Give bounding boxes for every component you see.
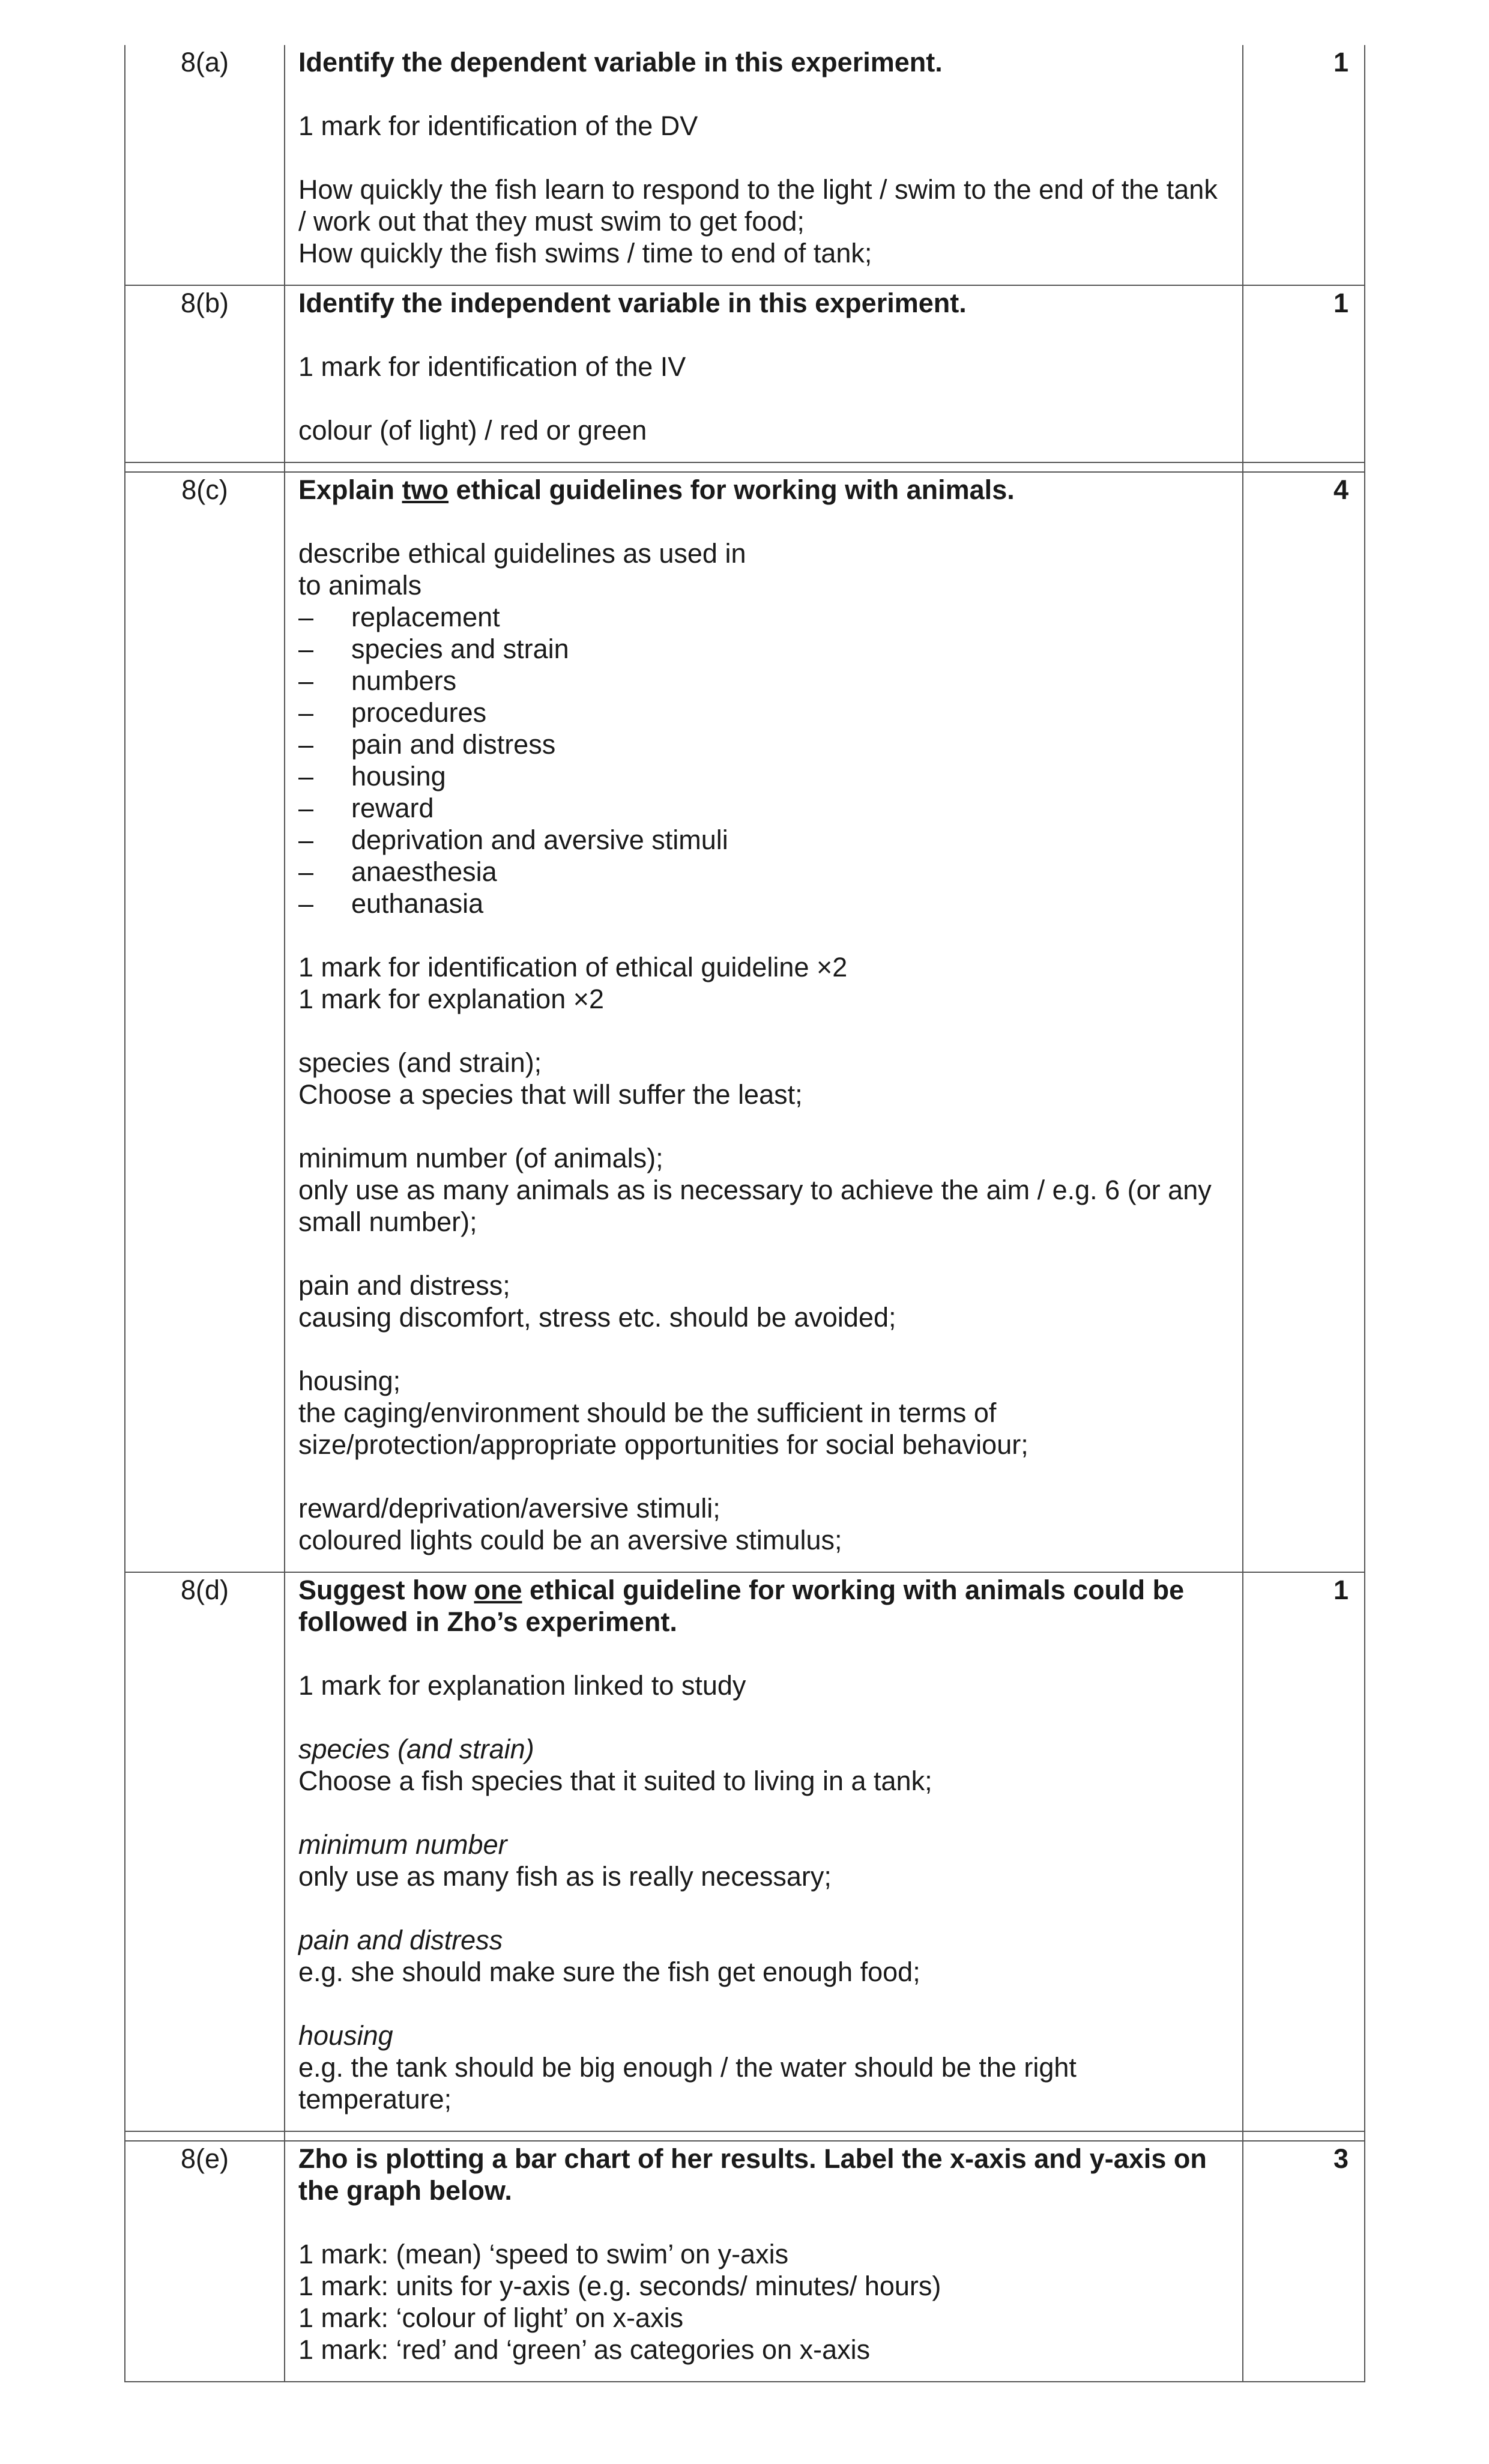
row-separator bbox=[125, 2131, 1365, 2141]
point-body: causing discomfort, stress etc. should be avoided; bbox=[298, 1302, 896, 1333]
point-body: only use as many animals as is necessary to achieve the aim / e.g. 6 (or any small number); bbox=[298, 1175, 1212, 1237]
question-text-start: Suggest how bbox=[298, 1575, 474, 1605]
point-heading: minimum number bbox=[298, 1829, 507, 1860]
answer-cell bbox=[285, 1572, 1243, 2131]
point-heading: species (and strain); bbox=[298, 1047, 542, 1078]
question-text-start: Explain bbox=[298, 474, 402, 505]
list-item: – replacement bbox=[298, 601, 1230, 633]
question-text bbox=[298, 474, 1230, 506]
question-number: 8(a) bbox=[125, 45, 285, 285]
marks-value: 4 bbox=[1243, 472, 1365, 1572]
answer-line: colour (of light) / red or green bbox=[298, 415, 647, 446]
question-emphasis: one bbox=[474, 1575, 522, 1605]
answer-cell bbox=[285, 285, 1243, 462]
marks-value: 3 bbox=[1243, 2141, 1365, 2382]
point-heading: pain and distress; bbox=[298, 1270, 510, 1301]
list-item: – pain and distress bbox=[298, 728, 1230, 760]
point-body: only use as many fish as is really necessary; bbox=[298, 1861, 832, 1892]
list-item: – species and strain bbox=[298, 633, 1230, 665]
answer-line: How quickly the fish swims / time to end of tank; bbox=[298, 238, 872, 268]
point-body: Choose a fish species that it suited to living in a tank; bbox=[298, 1766, 932, 1796]
mark-criteria: 1 mark: (mean) ‘speed to swim’ on y-axis bbox=[298, 2239, 789, 2269]
marks-value: 1 bbox=[1243, 1572, 1365, 2131]
point-body: coloured lights could be an aversive stimulus; bbox=[298, 1525, 842, 1555]
question-text-end: ethical guidelines for working with animals. bbox=[449, 474, 1015, 505]
list-item: – euthanasia bbox=[298, 888, 1230, 919]
answer-line: How quickly the fish learn to respond to the light / swim to the end of the tank / work out that they must swim to get food; bbox=[298, 174, 1218, 237]
answer-cell bbox=[285, 45, 1243, 285]
mark-criteria: 1 mark for identification of the IV bbox=[298, 351, 686, 382]
list-item: – numbers bbox=[298, 665, 1230, 697]
intro-line: to animals bbox=[298, 570, 422, 601]
row-separator bbox=[125, 462, 1365, 472]
mark-criteria: 1 mark for explanation linked to study bbox=[298, 1670, 746, 1701]
point-body: e.g. the tank should be big enough / the water should be the right temperature; bbox=[298, 2052, 1077, 2114]
intro-line: describe ethical guidelines as used in bbox=[298, 538, 746, 569]
question-number: 8(d) bbox=[125, 1572, 285, 2131]
mark-criteria: 1 mark for identification of ethical guideline ×2 bbox=[298, 952, 848, 982]
row-8e bbox=[125, 2141, 1365, 2382]
answer-cell bbox=[285, 2141, 1243, 2382]
point-body: the caging/environment should be the sufficient in terms of size/protection/appropriate opportunities for social behaviour; bbox=[298, 1397, 1028, 1460]
row-8d bbox=[125, 1572, 1365, 2131]
list-item: – reward bbox=[298, 792, 1230, 824]
answer-cell bbox=[285, 472, 1243, 1572]
question-text: Identify the dependent variable in this experiment. bbox=[298, 47, 943, 77]
point-heading: housing bbox=[298, 2020, 393, 2051]
question-text bbox=[298, 1574, 1230, 1638]
mark-scheme-table bbox=[124, 45, 1365, 2382]
marks-value: 1 bbox=[1243, 285, 1365, 462]
question-number: 8(e) bbox=[125, 2141, 285, 2382]
question-text-end: ethical guideline for working with animals could be followed in Zho’s experiment. bbox=[298, 1575, 1185, 1637]
row-8b bbox=[125, 285, 1365, 462]
list-item: – deprivation and aversive stimuli bbox=[298, 824, 1230, 856]
point-heading: reward/deprivation/aversive stimuli; bbox=[298, 1493, 720, 1524]
point-body: e.g. she should make sure the fish get enough food; bbox=[298, 1957, 920, 1987]
mark-criteria: 1 mark for identification of the DV bbox=[298, 110, 698, 141]
list-item: – housing bbox=[298, 760, 1230, 792]
point-heading: species (and strain) bbox=[298, 1734, 534, 1764]
point-heading: pain and distress bbox=[298, 1925, 503, 1955]
row-8a bbox=[125, 45, 1365, 285]
mark-criteria: 1 mark: ‘colour of light’ on x-axis bbox=[298, 2302, 684, 2333]
row-8c bbox=[125, 472, 1365, 1572]
point-heading: housing; bbox=[298, 1366, 401, 1396]
question-number: 8(c) bbox=[125, 472, 285, 1572]
mark-criteria: 1 mark: units for y-axis (e.g. seconds/ minutes/ hours) bbox=[298, 2271, 941, 2301]
list-item: – anaesthesia bbox=[298, 856, 1230, 888]
guideline-list bbox=[298, 601, 1230, 919]
list-item: – procedures bbox=[298, 697, 1230, 728]
question-number: 8(b) bbox=[125, 285, 285, 462]
question-text: Identify the independent variable in this experiment. bbox=[298, 288, 967, 318]
marks-value: 1 bbox=[1243, 45, 1365, 285]
point-body: Choose a species that will suffer the least; bbox=[298, 1079, 803, 1110]
question-emphasis: two bbox=[402, 474, 449, 505]
mark-criteria: 1 mark: ‘red’ and ‘green’ as categories on x-axis bbox=[298, 2334, 871, 2365]
point-heading: minimum number (of animals); bbox=[298, 1143, 663, 1173]
mark-criteria: 1 mark for explanation ×2 bbox=[298, 984, 605, 1014]
question-text: Zho is plotting a bar chart of her results. Label the x-axis and y-axis on the graph below. bbox=[298, 2143, 1207, 2206]
